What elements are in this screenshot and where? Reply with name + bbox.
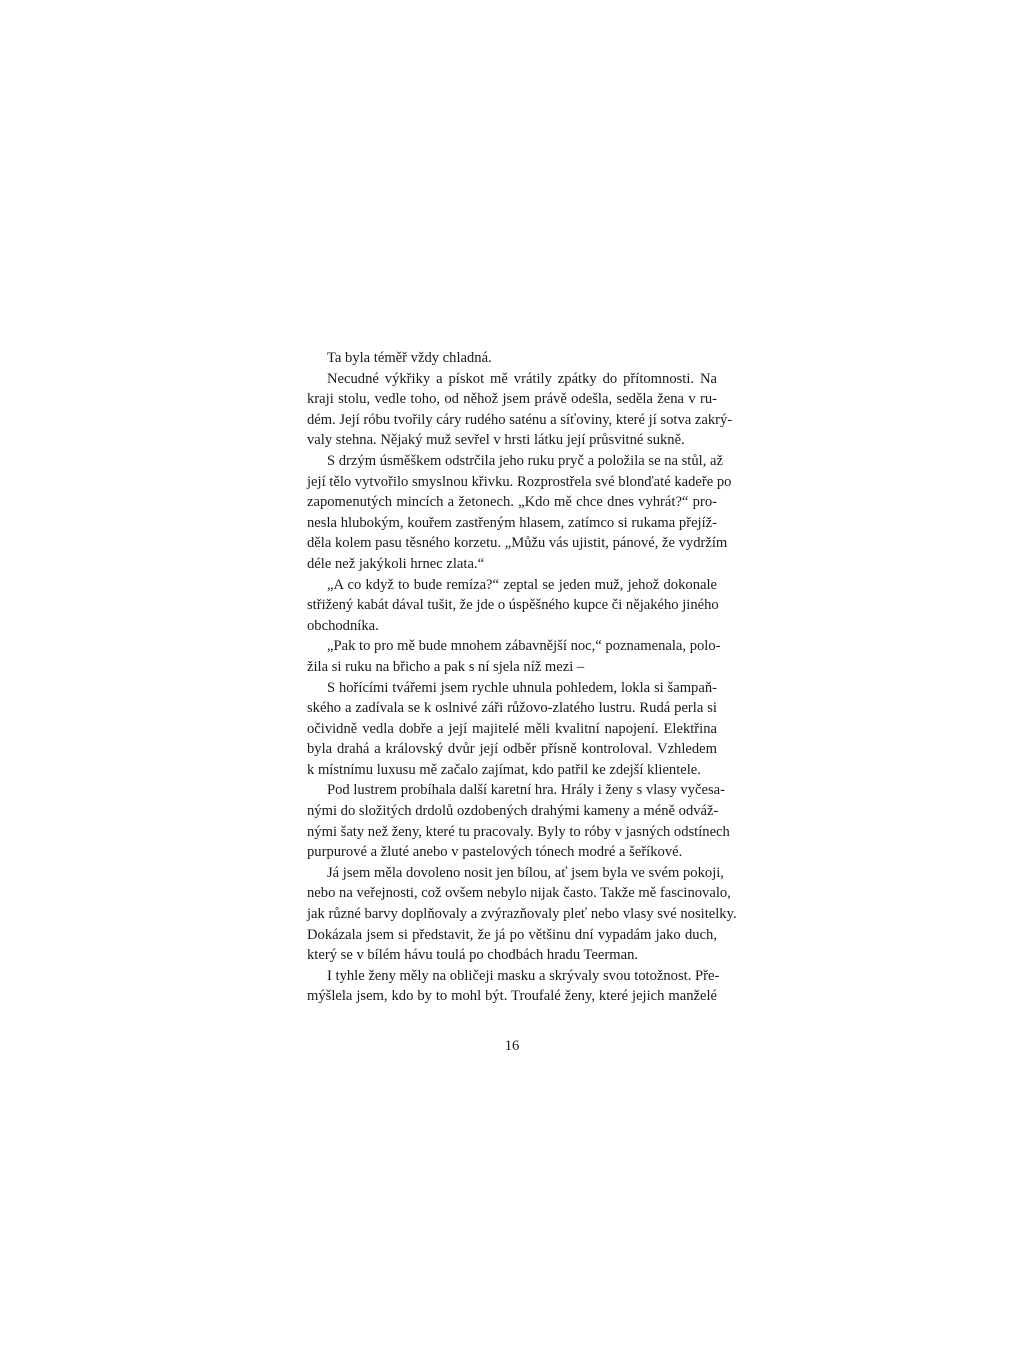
text-line: k místnímu luxusu mě začalo zajímat, kdo patřil ke zdejší klientele. [307,761,701,778]
text-line: nesla hlubokým, kouřem zastřeným hlasem, zatímco si rukama přejíž- [307,514,717,531]
text-line: žila si ruku na břicho a pak s ní sjela níž mezi – [307,658,585,675]
text-line: obchodníka. [307,617,379,634]
text-line: S hořícími tvářemi jsem rychle uhnula pohledem, lokla si šampaň- [327,679,717,696]
text-line: nými do složitých drdolů ozdobených drahými kameny a méně odváž- [307,803,719,820]
text-line: zapomenutých mincích a žetonech. „Kdo mě chce dnes vyhrát?“ pro- [307,494,717,511]
text-line: děla kolem pasu těsného korzetu. „Můžu vás ujistit, pánové, že vydržím [307,535,728,552]
text-line: střižený kabát dával tušit, že jde o úspěšného kupce či nějakého jiného [307,597,719,614]
text-line: Ta byla téměř vždy chladná. [327,350,492,366]
text-line: „Pak to pro mě bude mnohem zábavnější noc,“ poznamenala, polo- [327,638,721,655]
body-text [307,348,737,1007]
page-number: 16 [504,1038,520,1054]
text-line: purpurové a žluté anebo v pastelových tónech modré a šeříkové. [307,844,683,861]
text-line: Necudné výkřiky a pískot mě vrátily zpátky do přítomnosti. Na [327,370,717,387]
text-line: nými šaty než ženy, které tu pracovaly. Byly to róby v jasných odstínech [307,823,730,840]
text-line: její tělo vytvořilo smyslnou křivku. Rozprostřela své blonďaté kadeře po [307,473,732,490]
text-line: déle než jakýkoli hrnec zlata.“ [307,555,485,572]
text-line: Já jsem měla dovoleno nosit jen bílou, ať jsem byla ve svém pokoji, [327,864,724,881]
text-line: očividně vedla dobře a její majitelé měli kvalitní napojení. Elektřina [307,720,717,737]
text-line: dém. Její róbu tvořily cáry rudého saténu a síťoviny, které jí sotva zakrý- [307,411,733,428]
text-line: kraji stolu, vedle toho, od něhož jsem právě odešla, seděla žena v ru- [307,391,717,408]
text-line: S drzým úsměškem odstrčila jeho ruku pryč a položila se na stůl, až [327,452,723,469]
text-line: ského a zadívala se k oslnivé záři růžovo-zlatého lustru. Rudá perla si [307,700,717,717]
text-line: valy stehna. Nějaký muž sevřel v hrsti látku její průsvitné sukně. [307,432,685,449]
text-line: nebo na veřejnosti, což ovšem nebylo nijak často. Takže mě fascinovalo, [307,885,731,902]
text-line: jak různé barvy doplňovaly a zvýrazňovaly pleť nebo vlasy své nositelky. [307,906,737,923]
text-line: byla drahá a královský dvůr její odběr přísně kontroloval. Vzhledem [307,741,717,758]
text-line: který se v bílém hávu toulá po chodbách hradu Teerman. [307,947,639,964]
text-line: „A co když to bude remíza?“ zeptal se jeden muž, jehož dokonale [327,576,717,593]
text-line: I tyhle ženy měly na obličeji masku a skrývaly svou totožnost. Pře- [327,967,720,984]
text-line: Dokázala jsem si představit, že já po většinu dní vypadám jako duch, [307,926,717,943]
text-line: mýšlela jsem, kdo by to mohl být. Troufalé ženy, které jejich manželé [307,988,717,1005]
text-line: Pod lustrem probíhala další karetní hra. Hrály i ženy s vlasy vyčesa- [327,782,725,799]
